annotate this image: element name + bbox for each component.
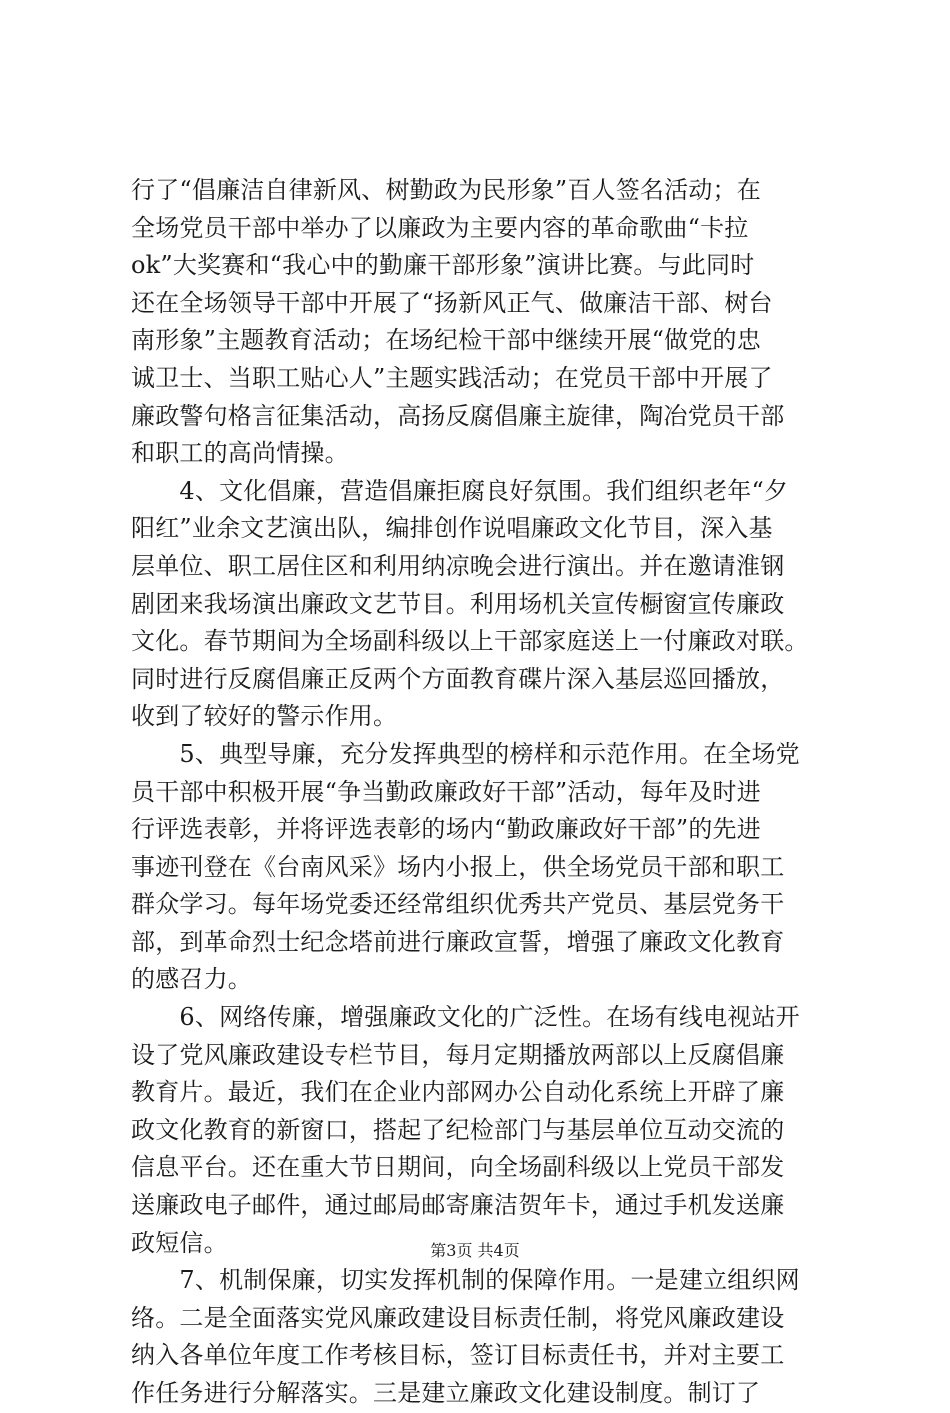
text-line: 政短信。	[131, 1228, 228, 1257]
text-line: 收到了较好的警示作用。	[131, 702, 398, 731]
text-line: 还在全场领导干部中开展了“扬新风正气、做廉洁干部、树台	[131, 288, 773, 317]
text-line: ok”大奖赛和“我心中的勤廉干部形象”演讲比赛。与此同时	[131, 251, 755, 280]
text-line: 行了“倡廉洁自律新风、树勤政为民形象”百人签名活动；在	[131, 176, 761, 204]
text-line: 和职工的高尚情操。	[131, 439, 349, 468]
text-line: 的感召力。	[131, 965, 252, 994]
text-line: 员干部中积极开展“争当勤政廉政好干部”活动，每年及时进	[131, 777, 761, 806]
text-line: 事迹刊登在《台南风采》场内小报上，供全场党员干部和职工	[131, 852, 785, 881]
text-line: 作任务进行分解落实。三是建立廉政文化建设制度。制订了	[131, 1379, 761, 1407]
page-footer: 第3页 共4页	[430, 1241, 520, 1260]
text-line: 部，到革命烈士纪念塔前进行廉政宣誓，增强了廉政文化教育	[131, 927, 785, 956]
text-line: 全场党员干部中举办了以廉政为主要内容的革命歌曲“卡拉	[131, 213, 749, 242]
text-line: 群众学习。每年场党委还经常组织优秀共产党员、基层党务干	[131, 890, 785, 919]
text-line: 络。二是全面落实党风廉政建设目标责任制，将党风廉政建设	[131, 1303, 785, 1332]
text-line: 诚卫士、当职工贴心人”主题实践活动；在党员干部中开展了	[131, 363, 773, 392]
text-line: 7、机制保廉，切实发挥机制的保障作用。一是建立组织网	[131, 1266, 800, 1295]
text-line: 送廉政电子邮件，通过邮局邮寄廉洁贺年卡，通过手机发送廉	[131, 1191, 785, 1220]
text-line: 5、典型导廉，充分发挥典型的榜样和示范作用。在全场党	[131, 739, 800, 768]
text-line: 同时进行反腐倡廉正反两个方面教育碟片深入基层巡回播放，	[131, 664, 785, 693]
text-line: 政文化教育的新窗口，搭起了纪检部门与基层单位互动交流的	[131, 1115, 785, 1144]
text-line: 南形象”主题教育活动；在场纪检干部中继续开展“做党的忠	[131, 326, 761, 355]
text-line: 设了党风廉政建设专栏节目，每月定期播放两部以上反腐倡廉	[131, 1040, 785, 1069]
body-text	[131, 172, 831, 1413]
text-line: 信息平台。还在重大节日期间，向全场副科级以上党员干部发	[131, 1153, 785, 1182]
text-line: 纳入各单位年度工作考核目标，签订目标责任书，并对主要工	[131, 1341, 785, 1370]
text-line: 剧团来我场演出廉政文艺节目。利用场机关宣传橱窗宣传廉政	[131, 589, 785, 618]
text-line: 4、文化倡廉，营造倡廉拒腐良好氛围。我们组织老年“夕	[131, 476, 789, 505]
text-line: 教育片。最近，我们在企业内部网办公自动化系统上开辟了廉	[131, 1078, 785, 1107]
text-line: 6、网络传廉，增强廉政文化的广泛性。在场有线电视站开	[131, 1003, 800, 1032]
text-line: 文化。春节期间为全场副科级以上干部家庭送上一付廉政对联。	[131, 627, 809, 656]
text-line: 层单位、职工居住区和利用纳凉晚会进行演出。并在邀请淮钢	[131, 551, 785, 580]
text-line: 阳红”业余文艺演出队，编排创作说唱廉政文化节目，深入基	[131, 514, 773, 543]
text-line: 廉政警句格言征集活动，高扬反腐倡廉主旋律，陶冶党员干部	[131, 401, 785, 430]
text-line: 行评选表彰，并将评选表彰的场内“勤政廉政好干部”的先进	[131, 815, 761, 844]
